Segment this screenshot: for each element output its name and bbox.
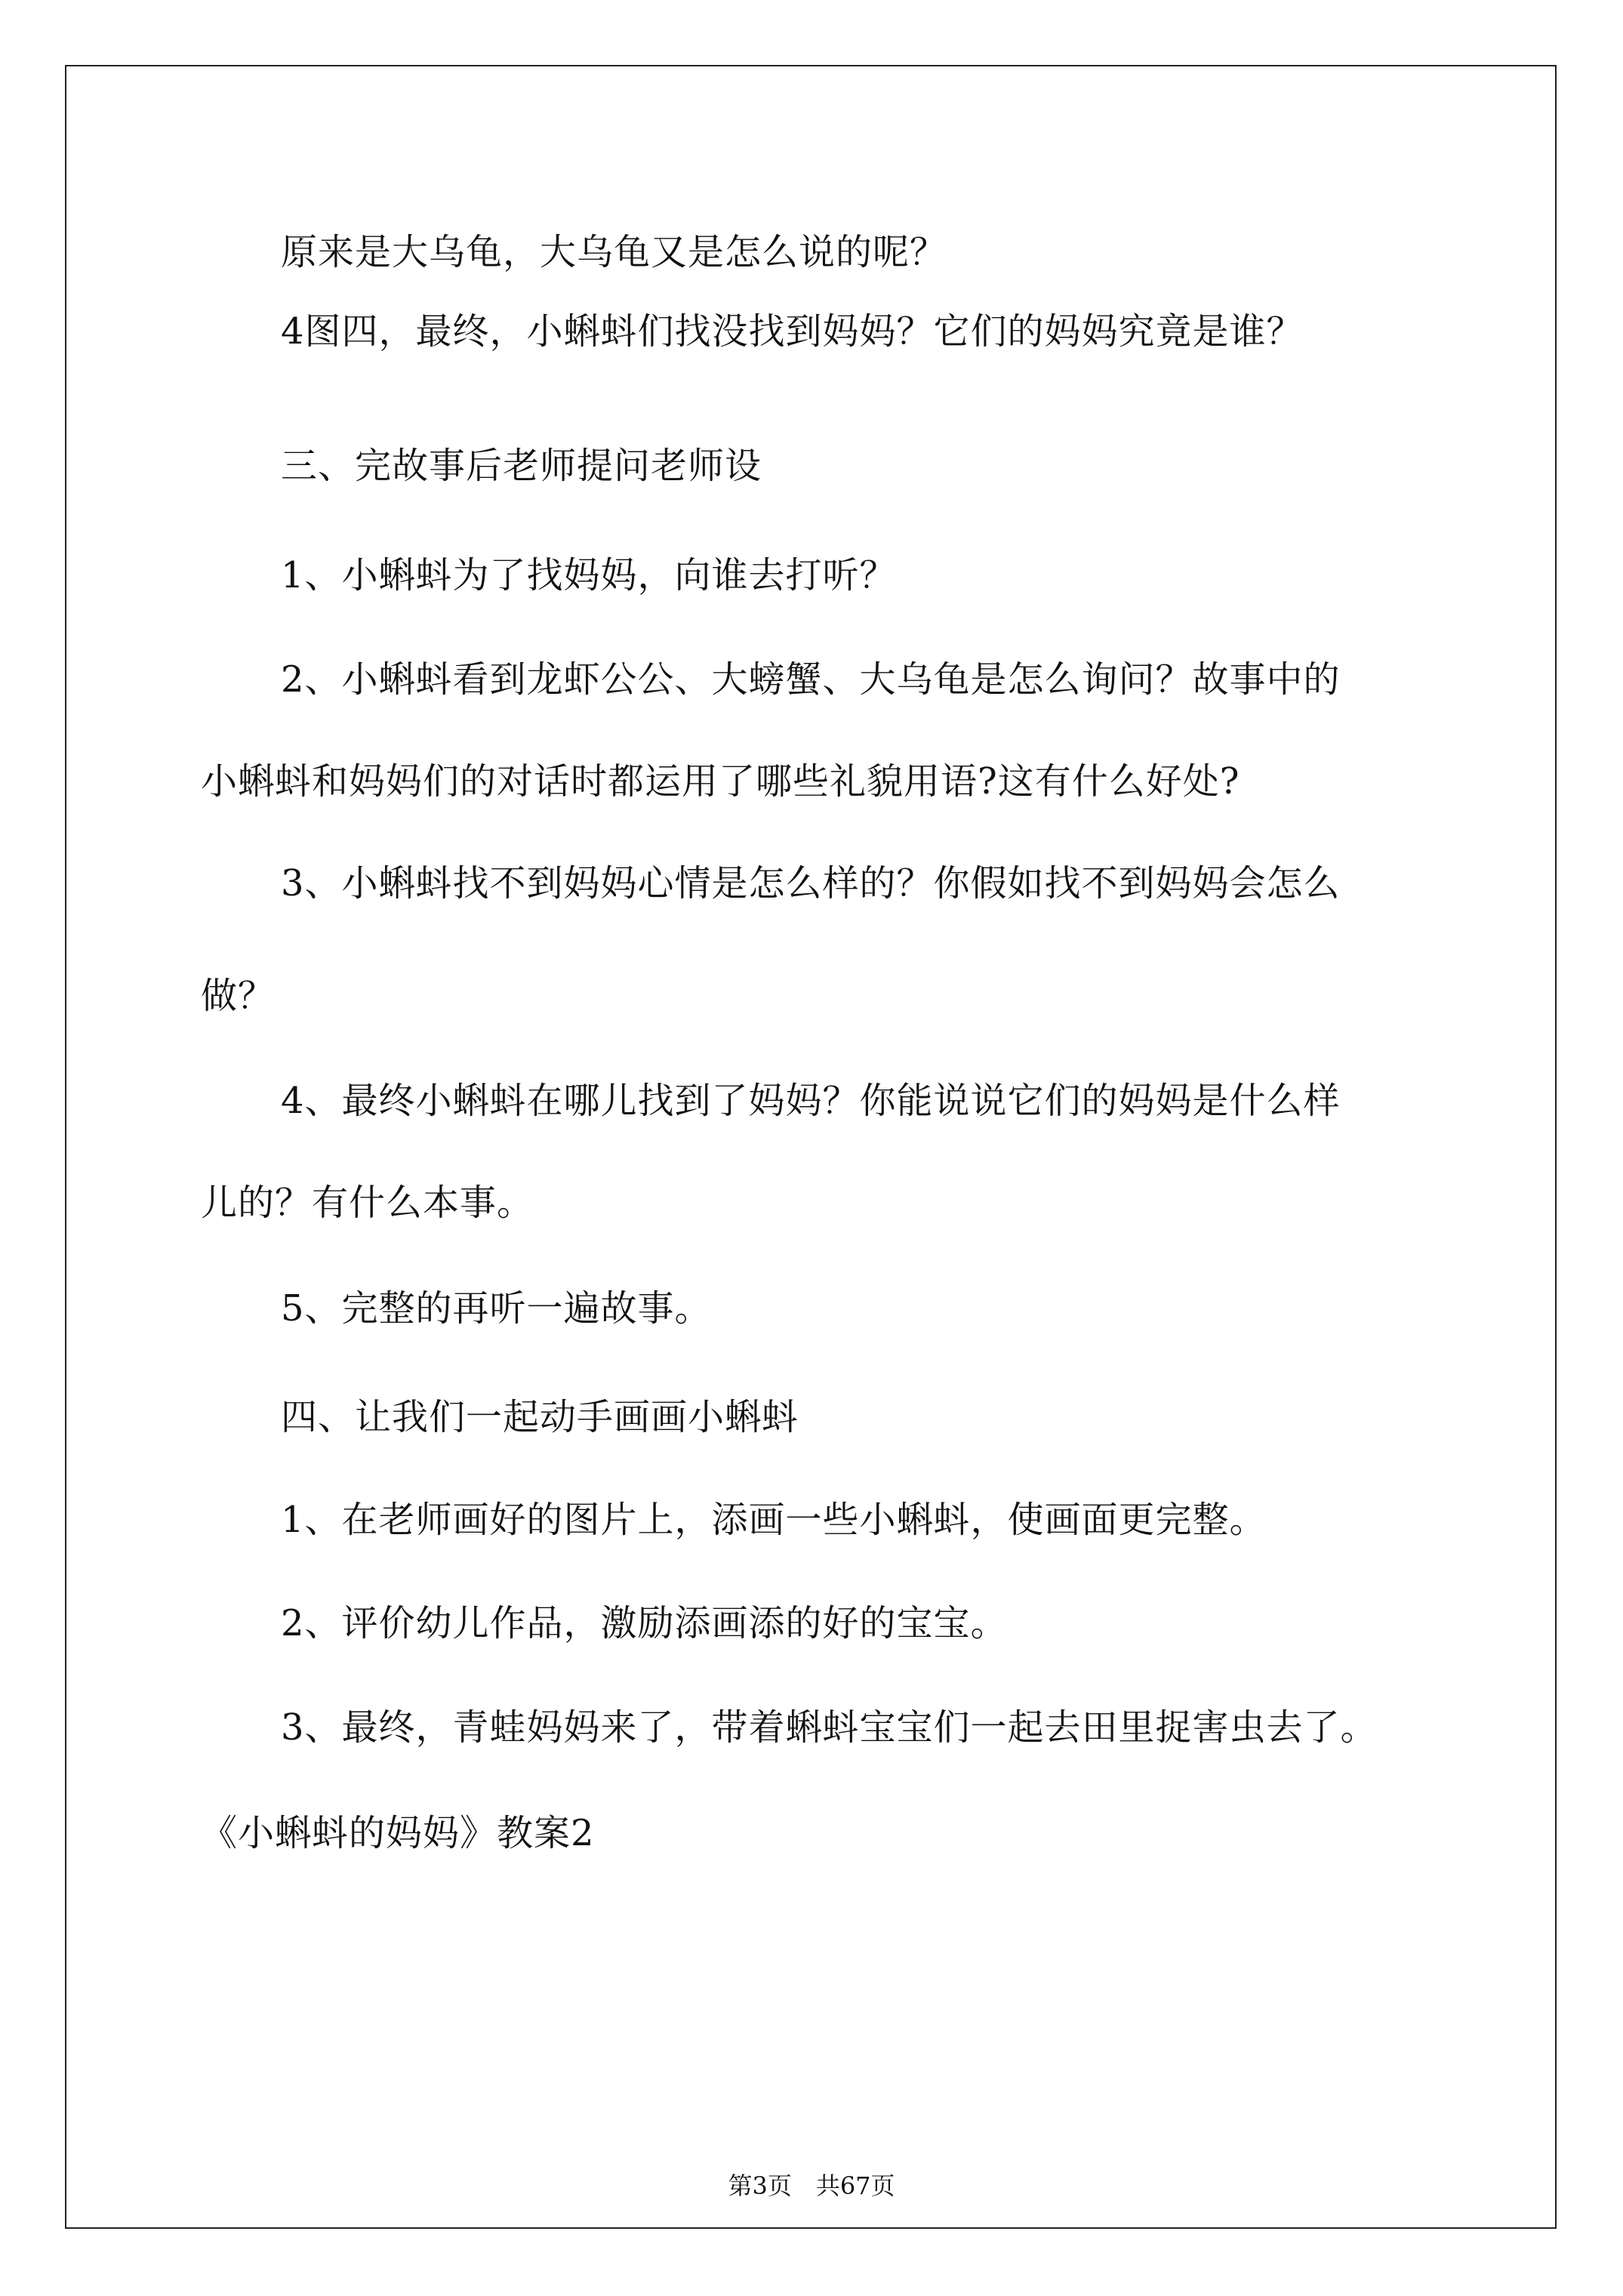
paragraph-line: 2、小蝌蚪看到龙虾公公、大螃蟹、大乌龟是怎么询问？故事中的 xyxy=(281,658,1341,701)
paragraph-line: 4图四，最终，小蝌蚪们找没找到妈妈？它们的妈妈究竟是谁？ xyxy=(281,310,1304,353)
section-heading: 四、让我们一起动手画画小蝌蚪 xyxy=(281,1396,799,1438)
page-number: 第3页 共67页 xyxy=(728,2171,895,2200)
paragraph-line: 4、最终小蝌蚪在哪儿找到了妈妈？你能说说它们的妈妈是什么样 xyxy=(281,1080,1341,1122)
document-title: 《小蝌蚪的妈妈》教案2 xyxy=(201,1812,595,1854)
paragraph-line: 儿的？有什么本事。 xyxy=(201,1182,534,1224)
paragraph-line: 1、小蝌蚪为了找妈妈，向谁去打听？ xyxy=(281,554,897,596)
paragraph-line: 5、完整的再听一遍故事。 xyxy=(281,1287,712,1330)
paragraph-line: 小蝌蚪和妈妈们的对话时都运用了哪些礼貌用语?这有什么好处? xyxy=(201,760,1240,803)
paragraph-line: 1、在老师画好的图片上，添画一些小蝌蚪，使画面更完整。 xyxy=(281,1499,1267,1541)
paragraph-line: 3、最终，青蛙妈妈来了，带着蝌蚪宝宝们一起去田里捉害虫去了。 xyxy=(281,1706,1378,1749)
page-border xyxy=(65,65,1557,2229)
paragraph-line: 做？ xyxy=(201,975,276,1017)
paragraph-line: 2、评价幼儿作品，激励添画添的好的宝宝。 xyxy=(281,1602,1008,1644)
section-heading: 三、完故事后老师提问老师设 xyxy=(281,445,762,487)
paragraph-line: 原来是大乌龟，大乌龟又是怎么说的呢？ xyxy=(281,231,947,273)
paragraph-line: 3、小蝌蚪找不到妈妈心情是怎么样的？你假如找不到妈妈会怎么 xyxy=(281,862,1341,905)
